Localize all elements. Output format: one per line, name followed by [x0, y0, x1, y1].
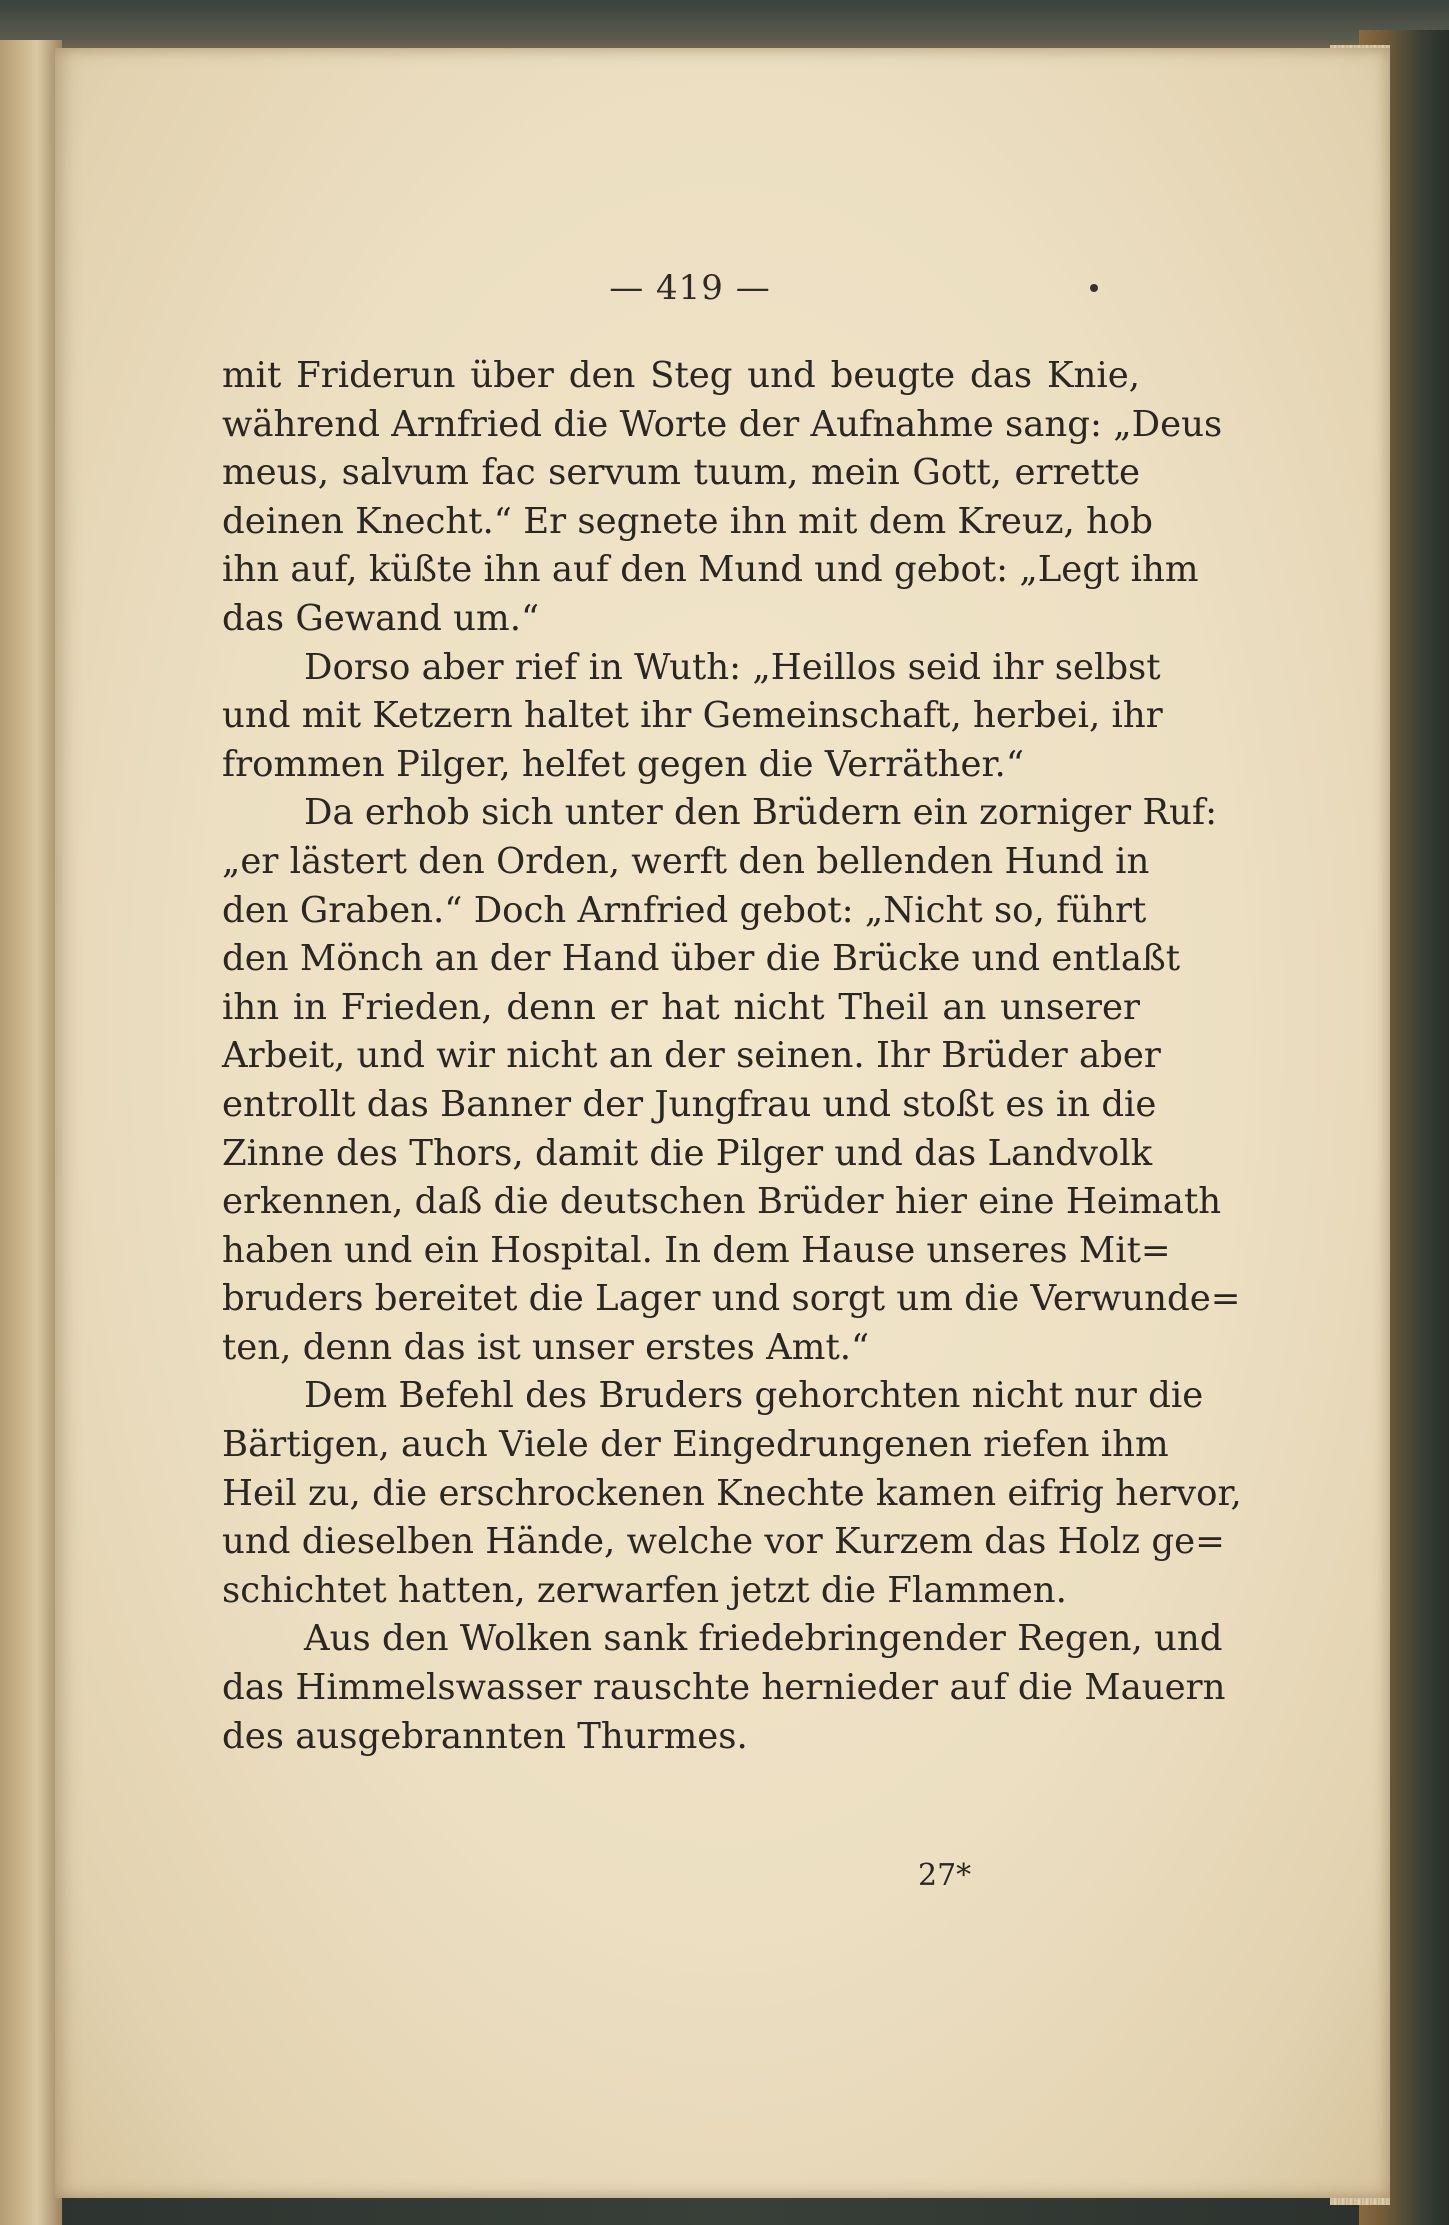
text-line: haben und ein Hospital. In dem Hause unseres Mit= — [222, 1229, 1171, 1271]
text-line: Zinne des Thors, damit die Pilger und das Landvolk — [222, 1132, 1153, 1174]
text-line: entrollt das Banner der Jungfrau und stoßt es in die — [222, 1083, 1157, 1125]
text-line: Da erhob sich unter den Brüdern ein zorniger Ruf: — [304, 792, 1218, 834]
page-header: — 419 — — [609, 268, 771, 308]
text-line: und mit Ketzern haltet ihr Gemeinschaft, herbei, ihr — [222, 695, 1163, 737]
text-line: mit Friderun über den Steg und beugte das Knie, — [222, 355, 1140, 396]
text-line: deinen Knecht.“ Er segnete ihn mit dem Kreuz, hob — [222, 500, 1153, 542]
text-line: Bärtigen, auch Viele der Eingedrungenen riefen ihm — [222, 1424, 1169, 1466]
text-line: frommen Pilger, helfet gegen die Verräther.“ — [222, 743, 1024, 785]
text-line: Dem Befehl des Bruders gehorchten nicht nur die — [304, 1375, 1204, 1417]
ink-dot — [1090, 284, 1098, 292]
text-line: ihn auf, küßte ihn auf den Mund und gebot: „Legt ihm — [222, 549, 1199, 591]
text-line: erkennen, daß die deutschen Brüder hier eine Heimath — [222, 1181, 1222, 1223]
text-line: „er lästert den Orden, werft den bellenden Hund in — [222, 840, 1150, 882]
signature-mark: 27* — [918, 1858, 972, 1893]
text-line: ten, denn das ist unser erstes Amt.“ — [222, 1326, 870, 1368]
text-line: ihn in Frieden, denn er hat nicht Theil an unserer — [222, 986, 1140, 1028]
text-line: während Arnfried die Worte der Aufnahme sang: „Deus — [222, 403, 1223, 445]
text-line: meus, salvum fac servum tuum, mein Gott, errette — [222, 452, 1140, 494]
text-line: Aus den Wolken sank friedebringender Regen, und — [304, 1618, 1223, 1660]
cover-top-edge — [0, 0, 1449, 55]
previous-page-edge — [0, 40, 62, 2225]
text-line: Dorso aber rief in Wuth: „Heillos seid ihr selbst — [304, 646, 1161, 688]
text-line: Heil zu, die erschrockenen Knechte kamen eifrig hervor, — [222, 1472, 1242, 1514]
text-line: des ausgebrannten Thurmes. — [222, 1715, 748, 1757]
text-line: den Graben.“ Doch Arnfried gebot: „Nicht so, führt — [222, 889, 1147, 931]
text-line: das Himmelswasser rauschte hernieder auf die Mauern — [222, 1667, 1226, 1709]
text-line: bruders bereitet die Lager und sorgt um die Verwunde= — [222, 1278, 1241, 1320]
text-line: das Gewand um.“ — [222, 597, 540, 639]
text-line: und dieselben Hände, welche vor Kurzem das Holz ge= — [222, 1521, 1225, 1563]
text-line: den Mönch an der Hand über die Brücke und entlaßt — [222, 938, 1180, 980]
text-line: Arbeit, und wir nicht an der seinen. Ihr Brüder aber — [222, 1035, 1161, 1077]
text-line: schichtet hatten, zerwarfen jetzt die Flammen. — [222, 1569, 1067, 1611]
page-body-text — [222, 352, 1242, 1761]
